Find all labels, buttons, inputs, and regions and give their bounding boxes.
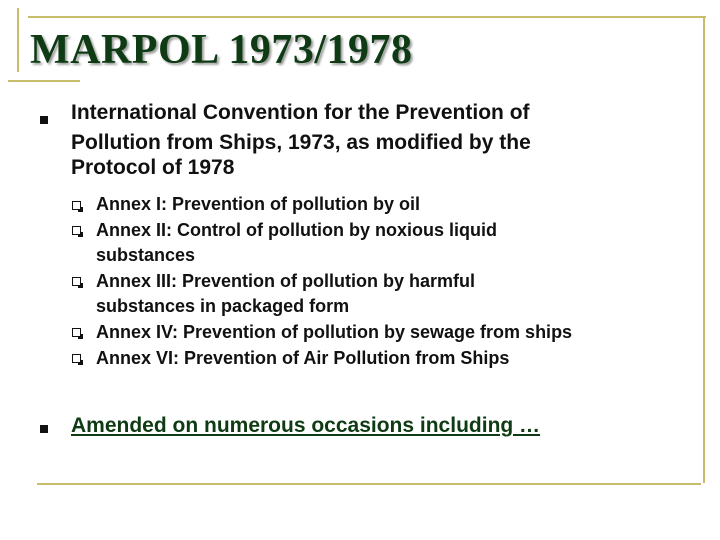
sub-item-annex-1: Annex I: Prevention of pollution by oil: [96, 194, 420, 214]
sub-item-annex-2: Annex II: Control of pollution by noxious liquid: [96, 220, 497, 240]
amended-link[interactable]: Amended on numerous occasions including …: [71, 414, 541, 437]
bullet-text-line: Protocol of 1978: [71, 156, 235, 179]
sub-item-annex-6: Annex VI: Prevention of Air Pollution from Ships: [96, 348, 510, 368]
top-rule: [28, 16, 706, 18]
bottom-rule: [37, 483, 701, 485]
page-title: MARPOL 1973/1978: [30, 27, 413, 73]
sub-bullet-marker: [72, 201, 81, 210]
sub-bullet-marker: [72, 277, 81, 286]
sub-item-annex-3: Annex III: Prevention of pollution by harmful: [96, 271, 476, 291]
title-underline: [8, 80, 80, 82]
bullet-marker: [40, 116, 48, 124]
bullet-text-line: Pollution from Ships, 1973, as modified by the: [71, 131, 531, 154]
sub-bullet-marker: [72, 354, 81, 363]
bullet-text-line: International Convention for the Prevention of: [71, 101, 530, 124]
sub-item-annex-2-cont: substances: [96, 245, 196, 265]
left-rule: [17, 8, 19, 72]
sub-item-annex-4: Annex IV: Prevention of pollution by sewage from ships: [96, 322, 573, 342]
sub-bullet-marker: [72, 328, 81, 337]
right-rule: [703, 16, 705, 483]
sub-item-annex-3-cont: substances in packaged form: [96, 296, 350, 316]
bullet-marker: [40, 425, 48, 433]
sub-bullet-marker: [72, 226, 81, 235]
